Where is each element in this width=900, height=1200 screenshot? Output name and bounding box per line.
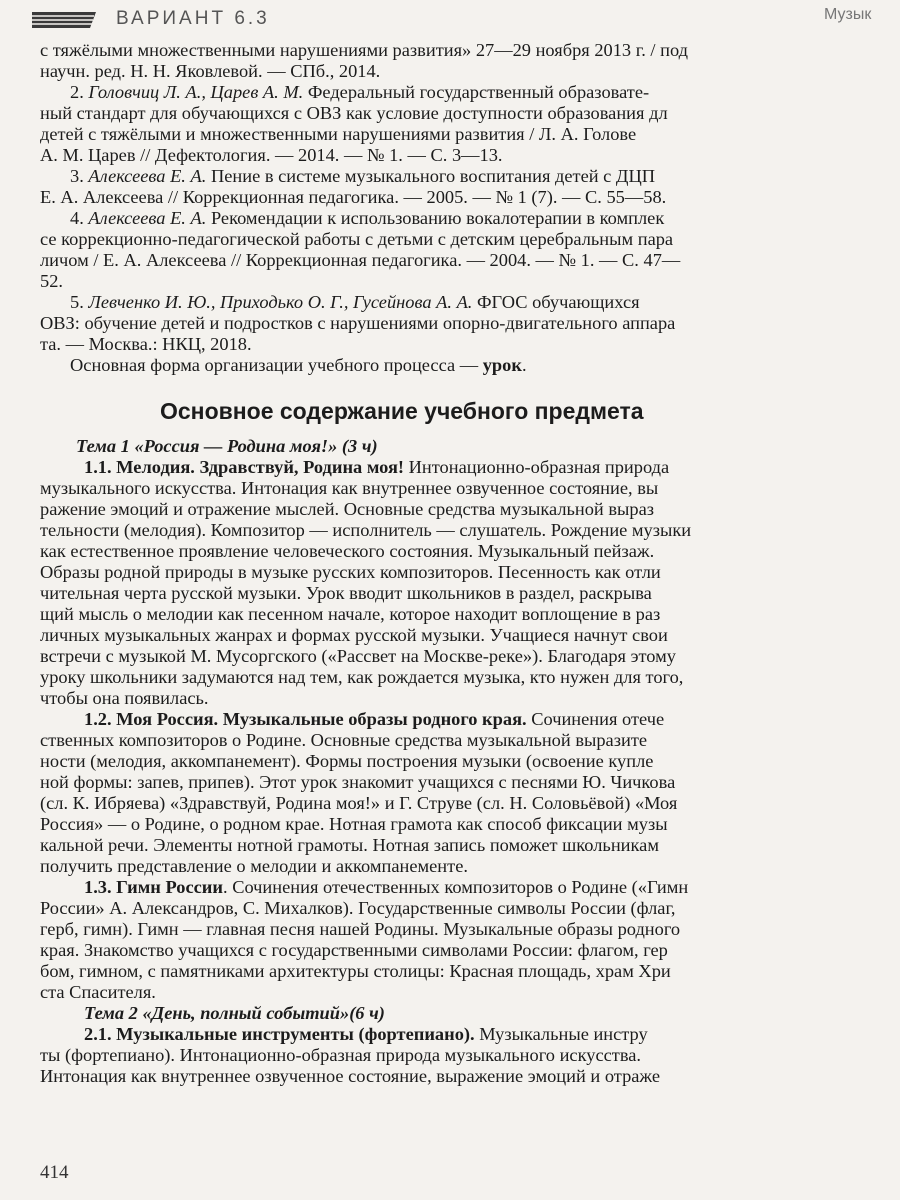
ref-2-line-3: детей с тяжёлыми и множественными нарушениями развития / Л. А. Голове — [40, 124, 637, 144]
subsection-1-1-line: личных музыкальных жанрах и формах русской музыки. Учащиеся начнут свои — [40, 625, 668, 645]
subsection-1-1-title: 1.1. Мелодия. Здравствуй, Родина моя! — [84, 457, 405, 477]
ref-4-authors: Алексеева Е. А. — [88, 208, 207, 228]
ref-4-line-4: 52. — [40, 271, 63, 291]
subsection-1-3-line: России» А. Александров, С. Михалков). Государственные символы России (флаг, — [40, 898, 676, 918]
ref-4-number: 4. — [70, 208, 84, 228]
ref-3-text: Пение в системе музыкального воспитания детей с ДЦП — [206, 166, 656, 186]
ref-5-number: 5. — [70, 292, 84, 312]
ref-5-line-2: ОВЗ: обучение детей и подростков с нарушениями опорно-двигательного аппара — [40, 313, 676, 333]
section-label: ВАРИАНТ 6.3 — [116, 8, 270, 29]
subsection-1-2-line: (сл. К. Ибряева) «Здравствуй, Родина моя!» и Г. Струве (сл. Н. Соловьёвой) «Моя — [40, 793, 678, 813]
subsection-1-2-line: кальной речи. Элементы нотной грамоты. Нотная запись поможет школьникам — [40, 835, 659, 855]
subsection-2-1-line: Интонация как внутреннее озвученное состояние, выражение эмоций и отраже — [40, 1066, 661, 1086]
ref-2-number: 2. — [70, 82, 84, 102]
ref-3-line-1 — [40, 166, 900, 187]
topic-2-hours: (6 ч) — [349, 1003, 385, 1023]
page-body — [40, 40, 900, 1087]
subsection-1-3-line: герб, гимн). Гимн — главная песня нашей Родины. Музыкальные образы родного — [40, 919, 681, 939]
section-heading: Основное содержание учебного предмета — [160, 398, 644, 424]
subsection-1-1-line: как естественное проявление человеческого состояния. Музыкальный пейзаж. — [40, 541, 655, 561]
subsection-1-3-line: края. Знакомство учащихся с государственными символами России: флагом, гер — [40, 940, 668, 960]
ref-2-text: Федеральный государственный образовате- — [303, 82, 650, 102]
subsection-1-1-line: ражение эмоций и отражение мыслей. Основные средства музыкальной выраз — [40, 499, 655, 519]
subsection-2-1-title: 2.1. Музыкальные инструменты (фортепиано). — [84, 1024, 475, 1044]
subsection-1-2-line: получить представление о мелодии и аккомпанементе. — [40, 856, 468, 876]
topic-2-name: Тема 2 «День, полный событий» — [84, 1003, 350, 1023]
ref-3-number: 3. — [70, 166, 84, 186]
subsection-1-2-line: ственных композиторов о Родине. Основные средства музыкальной выразите — [40, 730, 648, 750]
running-head-right: Музык — [824, 6, 872, 23]
lesson-form-line — [40, 355, 900, 376]
ref-3-authors: Алексеева Е. А. — [88, 166, 207, 186]
ref-1-cont-line-1: с тяжёлыми множественными нарушениями развития» 27—29 ноября 2013 г. / под — [40, 40, 688, 60]
ref-4-line-1 — [40, 208, 900, 229]
subsection-1-3-line: ста Спасителя. — [40, 982, 156, 1002]
lesson-form-text: Основная форма организации учебного процесса — — [70, 355, 483, 375]
ref-2-line-4: А. М. Царев // Дефектология. — 2014. — № 1. — С. 3—13. — [40, 145, 503, 165]
subsection-1-1-line: тельности (мелодия). Композитор — исполнитель — слушатель. Рождение музыки — [40, 520, 692, 540]
ref-2-authors: Головчиц Л. А., Царев А. М. — [88, 82, 304, 102]
page-header — [0, 0, 900, 38]
subsection-1-3-line: бом, гимном, с памятниками архитектуры столицы: Красная площадь, храм Хри — [40, 961, 671, 981]
header-stripes-icon — [32, 12, 96, 28]
subsection-1-3-text: . Сочинения отечественных композиторов о Родине («Гимн — [223, 877, 689, 897]
topic-1-title — [40, 436, 900, 457]
subsection-2-1-text: Музыкальные инстру — [474, 1024, 648, 1044]
ref-2-line-1 — [40, 82, 900, 103]
subsection-1-1-line: уроку школьники задумаются над тем, как рождается музыка, кто нужен для того, — [40, 667, 684, 687]
subsection-1-2-title: 1.2. Моя Россия. Музыкальные образы родного края. — [84, 709, 527, 729]
ref-3-line-2: Е. А. Алексеева // Коррекционная педагогика. — 2005. — № 1 (7). — С. 55—58. — [40, 187, 667, 207]
subsection-1-1-line: встречи с музыкой М. Мусоргского («Рассвет на Москве-реке»). Благодаря этому — [40, 646, 676, 666]
subsection-2-1-line: ты (фортепиано). Интонационно-образная природа музыкального искусства. — [40, 1045, 642, 1065]
ref-5-line-3: та. — Москва.: НКЦ, 2018. — [40, 334, 252, 354]
subsection-1-3-line-1 — [40, 877, 900, 898]
subsection-2-1-line-1 — [40, 1024, 900, 1045]
lesson-form-value: урок — [482, 355, 522, 375]
subsection-1-1-line-1 — [40, 457, 900, 478]
ref-4-line-3: личом / Е. А. Алексеева // Коррекционная педагогика. — 2004. — № 1. — С. 47— — [40, 250, 681, 270]
topic-2-title — [40, 1003, 900, 1024]
lesson-form-end: . — [521, 355, 527, 375]
page-number: 414 — [40, 1162, 69, 1183]
subsection-1-2-line-1 — [40, 709, 900, 730]
subsection-1-2-line: Россия» — о Родине, о родном крае. Нотная грамота как способ фиксации музы — [40, 814, 668, 834]
subsection-1-2-line: ной формы: запев, припев). Этот урок знакомит учащихся с песнями Ю. Чичкова — [40, 772, 676, 792]
ref-5-text: ФГОС обучающихся — [472, 292, 640, 312]
subsection-1-1-line: Образы родной природы в музыке русских композиторов. Песенность как отли — [40, 562, 661, 582]
ref-5-line-1 — [40, 292, 900, 313]
subsection-1-2-line: ности (мелодия, аккомпанемент). Формы построения музыки (освоение купле — [40, 751, 654, 771]
topic-1-name: Тема 1 «Россия — Родина моя!» — [76, 436, 338, 456]
subsection-1-1-line: чительная черта русской музыки. Урок вводит школьников в раздел, раскрыва — [40, 583, 652, 603]
topic-1-hours: (3 ч) — [341, 436, 378, 456]
ref-4-text: Рекомендации к использованию вокалотерапии в комплек — [206, 208, 665, 228]
subsection-1-1-line: щий мысль о мелодии как песенном начале, которое находит воплощение в раз — [40, 604, 661, 624]
ref-2-line-2: ный стандарт для обучающихся с ОВЗ как условие доступности образования дл — [40, 103, 668, 123]
ref-4-line-2: се коррекционно-педагогической работы с детьми с детским церебральным пара — [40, 229, 674, 249]
subsection-1-1-line: чтобы она появилась. — [40, 688, 209, 708]
subsection-1-3-title: 1.3. Гимн России — [84, 877, 223, 897]
subsection-1-1-text: Интонационно-образная природа — [404, 457, 670, 477]
ref-5-authors: Левченко И. Ю., Приходько О. Г., Гусейнова А. А. — [88, 292, 473, 312]
subsection-1-2-text: Сочинения отече — [526, 709, 665, 729]
ref-1-cont-line-2: научн. ред. Н. Н. Яковлевой. — СПб., 2014. — [40, 61, 381, 81]
subsection-1-1-line: музыкального искусства. Интонация как внутреннее озвученное состояние, вы — [40, 478, 659, 498]
